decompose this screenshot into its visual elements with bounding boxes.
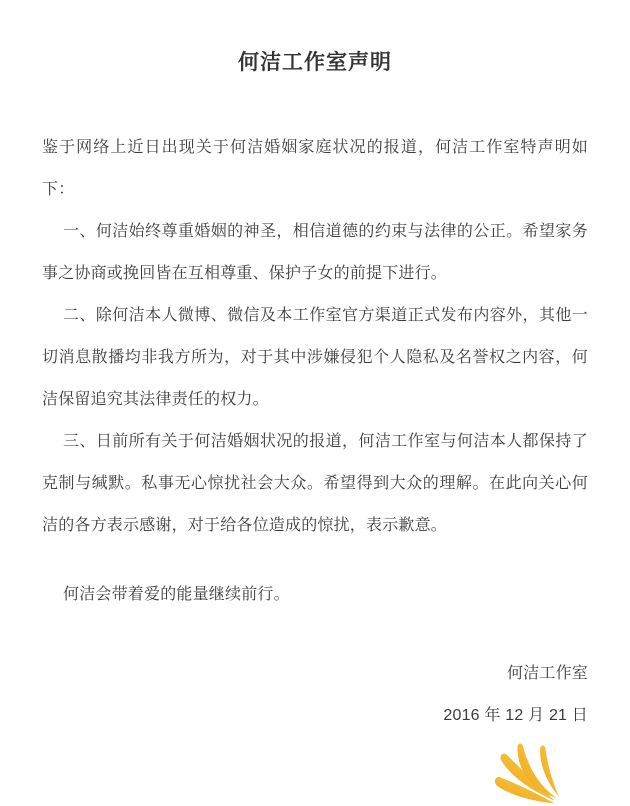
statement-item-1: 一、何洁始终尊重婚姻的神圣，相信道德的约束与法律的公正。希望家务事之协商或挽回皆在互相尊重、保护子女的前提下进行。 [42,223,588,282]
document-title: 何洁工作室声明 [238,51,392,74]
intro-paragraph: 鉴于网络上近日出现关于何洁婚姻家庭状况的报道，何洁工作室特声明如下： [42,139,588,198]
golden-swoosh-logo [490,740,580,806]
signature-line: 何洁工作室 [506,665,588,682]
statement-item-3: 三、日前所有关于何洁婚姻状况的报道，何洁工作室与何洁本人都保持了克制与缄默。私事无心惊扰社会大众。希望得到大众的理解。在此向关心何洁的各方表示感谢，对于给各位造成的惊扰，表示歉意。 [42,433,588,534]
date-line: 2016 年 12 月 21 日 [443,707,588,724]
closing-line: 何洁会带着爱的能量继续前行。 [63,586,290,603]
statement-item-2: 二、除何洁本人微博、微信及本工作室官方渠道正式发布内容外，其他一切消息散播均非我方所为，对于其中涉嫌侵犯个人隐私及名誉权之内容，何洁保留追究其法律责任的权力。 [42,307,588,408]
